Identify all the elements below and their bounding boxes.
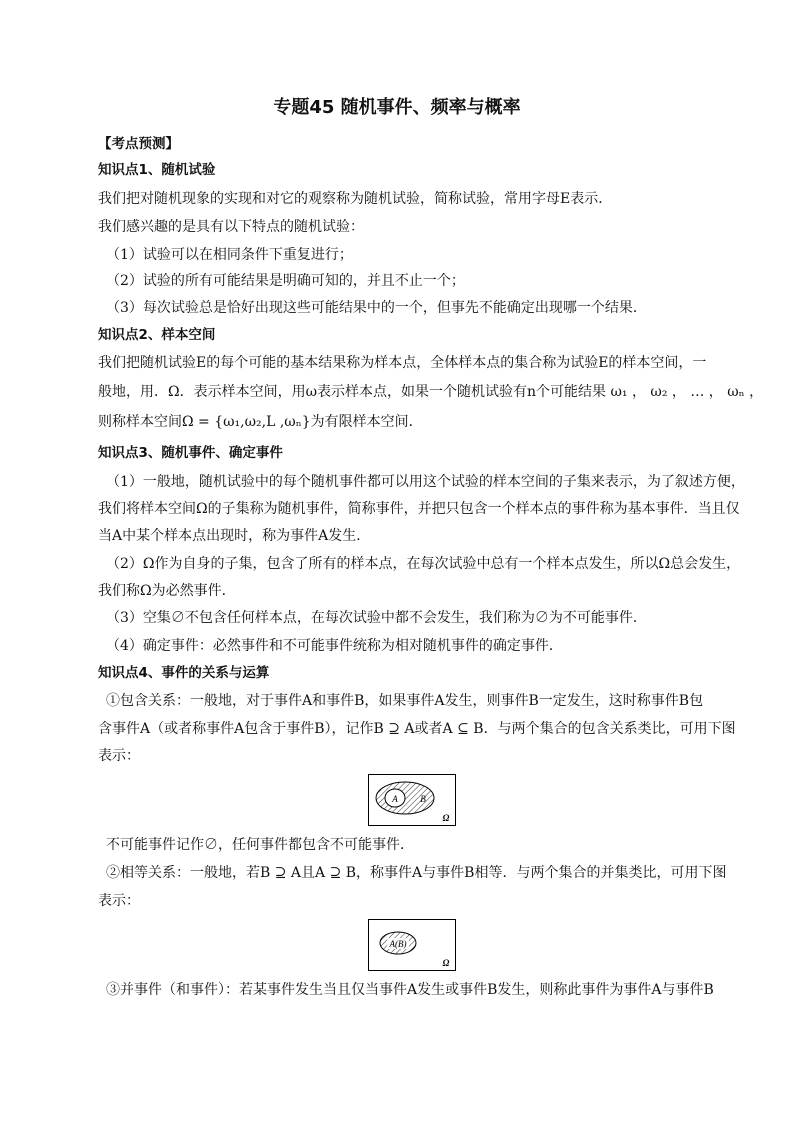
list-item: （1）试验可以在相同条件下重复进行；	[106, 247, 353, 263]
paragraph-line: （3）空集∅不包含任何样本点，在每次试验中都不会发生，我们称为∅为不可能事件．	[106, 610, 647, 626]
label-ab: A(B)	[389, 939, 407, 949]
heading-kp4: 知识点4、事件的关系与运算	[98, 665, 270, 681]
paragraph-line: 不可能事件记作∅，任何事件都包含不可能事件．	[106, 837, 414, 853]
paragraph-line: ①包含关系：一般地，对于事件A和事件B，如果事件A发生，则事件B一定发生，这时称事件B包	[106, 693, 704, 709]
label-a: A	[392, 794, 398, 804]
paragraph-line: 表示：	[98, 748, 140, 764]
paragraph-line: 含事件A（或者称事件A包含于事件B），记作B ⊇ A或者A ⊆ B．与两个集合的包含关系类比，可用下图	[98, 721, 736, 737]
paragraph-line: 则称样本空间Ω = {ω₁,ω₂,L ,ωₙ}为有限样本空间．	[98, 414, 423, 430]
heading-kp3: 知识点3、随机事件、确定事件	[98, 445, 283, 461]
section-label: 【考点预测】	[98, 136, 179, 152]
heading-kp1: 知识点1、随机试验	[98, 162, 216, 178]
list-item: （2）试验的所有可能结果是明确可知的，并且不止一个；	[106, 273, 465, 289]
list-item: （3）每次试验总是恰好出现这些可能结果中的一个，但事先不能确定出现哪一个结果．	[106, 300, 647, 316]
venn-diagram-equality	[368, 919, 456, 971]
paragraph-line: 我们把对随机现象的实现和对它的观察称为随机试验，简称试验，常用字母E表示．	[98, 191, 613, 207]
page-title: 专题45 随机事件、频率与概率	[273, 97, 521, 118]
paragraph-line: 我们称Ω为必然事件．	[98, 583, 236, 599]
paragraph-line: ②相等关系：一般地，若B ⊇ A且A ⊇ B，称事件A与事件B相等．与两个集合的并集类比，可用下图	[106, 865, 727, 881]
label-omega: Ω	[442, 813, 450, 823]
paragraph-line: 般地，用．Ω．表示样本空间，用ω表示样本点，如果一个随机试验有n个可能结果 ω₁ ， ω₂ ， … ， ωₙ ，	[98, 384, 764, 400]
label-b: B	[420, 794, 426, 804]
paragraph-line: ③并事件（和事件）：若某事件发生当且仅当事件A发生或事件B发生，则称此事件为事件A与事件B	[106, 982, 714, 998]
heading-kp2: 知识点2、样本空间	[98, 327, 216, 343]
paragraph-line: 我们把随机试验E的每个可能的基本结果称为样本点，全体样本点的集合称为试验E的样本空间，一	[98, 355, 707, 371]
paragraph-line: 表示：	[98, 893, 140, 909]
paragraph-line: （1）一般地，随机试验中的每个随机事件都可以用这个试验的样本空间的子集来表示，为了叙述方便，	[106, 474, 745, 490]
paragraph-line: （2）Ω作为自身的子集，包含了所有的样本点，在每次试验中总有一个样本点发生，所以Ω总会发生，	[106, 556, 741, 572]
paragraph-line: 我们将样本空间Ω的子集称为随机事件，简称事件，并把只包含一个样本点的事件称为基本事件．当且仅	[98, 501, 740, 517]
label-omega: Ω	[442, 958, 450, 968]
paragraph-line: 我们感兴趣的是具有以下特点的随机试验：	[98, 219, 364, 235]
venn-diagram-inclusion	[368, 774, 456, 826]
paragraph-line: （4）确定事件：必然事件和不可能事件统称为相对随机事件的确定事件．	[106, 638, 563, 654]
paragraph-line: 当A中某个样本点出现时，称为事件A发生．	[98, 528, 371, 544]
